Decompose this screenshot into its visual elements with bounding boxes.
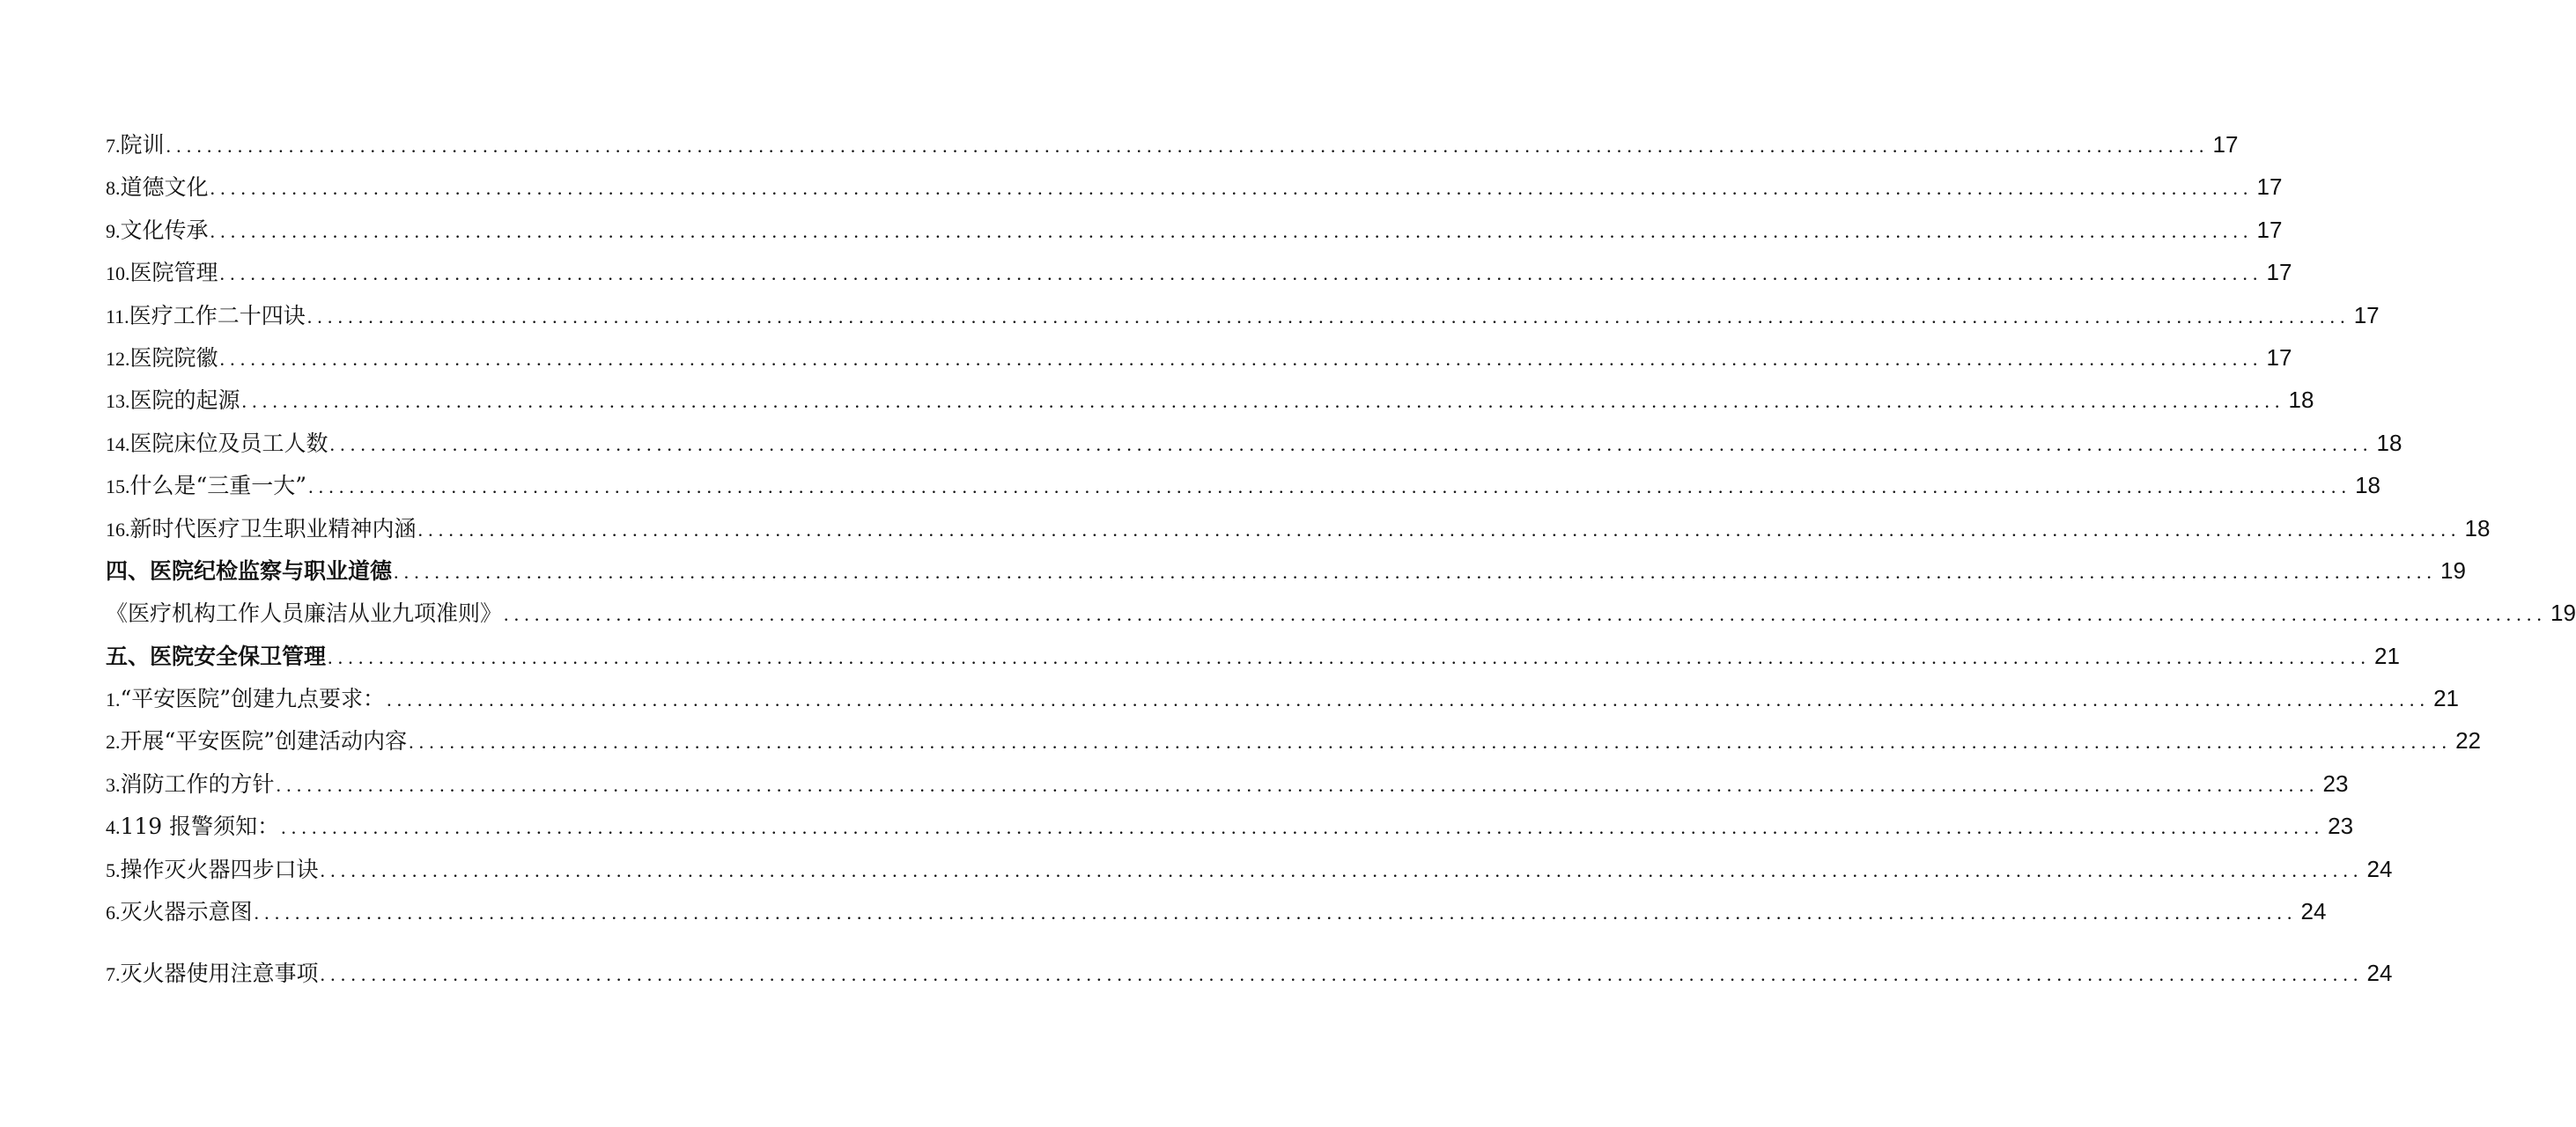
toc-page-number: 18 — [2376, 429, 2403, 456]
toc-entry-title: 119 报警须知： — [120, 814, 280, 840]
toc-entry-number: 16. — [106, 518, 130, 541]
toc-entry-label — [106, 953, 319, 996]
toc-entry[interactable] — [106, 464, 2380, 506]
dot-leader: ........................................................................................................................................................................................................ — [210, 219, 2254, 242]
toc-entry-label — [106, 678, 385, 721]
toc-entry[interactable] — [106, 507, 2491, 549]
toc-entry-label — [106, 252, 218, 295]
toc-entry-number: 5. — [106, 858, 121, 881]
toc-entry[interactable] — [106, 592, 2576, 634]
toc-entry-title: 文化传承 — [120, 217, 209, 243]
toc-entry[interactable] — [106, 422, 2403, 464]
toc-page-number: 18 — [2355, 472, 2380, 499]
dot-leader: ........................................................................................................................................................................................................ — [306, 305, 2351, 328]
toc-entry[interactable] — [106, 890, 2327, 932]
toc-entry-number: 9. — [106, 219, 121, 242]
toc-entry-label — [106, 166, 209, 210]
toc-entry-label — [106, 210, 209, 253]
toc-entry-title: 灭火器示意图 — [120, 899, 253, 925]
toc-entry-number: 12. — [106, 347, 130, 370]
dot-leader: ........................................................................................................................................................................................................ — [281, 816, 2325, 839]
toc-entry-number: 8. — [106, 177, 121, 200]
toc-entry[interactable] — [106, 166, 2283, 208]
toc-page-number: 23 — [2328, 813, 2354, 840]
toc-entry-number: 13. — [106, 390, 130, 413]
toc-entry-title: “平安医院”创建九点要求： — [120, 686, 386, 712]
dot-leader: ........................................................................................................................................................................................................ — [308, 475, 2352, 498]
toc-page-number: 22 — [2455, 727, 2481, 755]
toc-page-number: 17 — [2256, 173, 2283, 201]
toc-entry-number: 1. — [106, 689, 121, 711]
dot-leader: ........................................................................................................................................................................................................ — [219, 347, 2263, 370]
toc-entry-title: 院训 — [120, 132, 165, 158]
toc-entry-label — [106, 593, 502, 636]
dot-leader: ........................................................................................................................................................................................................ — [219, 262, 2263, 285]
toc-entry-label — [106, 806, 279, 849]
toc-page-number: 19 — [2440, 556, 2466, 584]
toc-entry[interactable] — [106, 379, 2314, 421]
toc-entry-title: 灭火器使用注意事项 — [120, 961, 319, 987]
toc-entry-label — [106, 849, 319, 892]
toc-entry-title: 开展“平安医院”创建活动内容 — [120, 728, 408, 755]
toc-page-number: 17 — [2266, 343, 2292, 371]
toc-entry[interactable] — [106, 677, 2459, 719]
toc-entry-number: 7. — [106, 963, 121, 986]
toc-entry[interactable] — [106, 336, 2292, 379]
dot-leader: ........................................................................................................................................................................................................ — [320, 963, 2364, 986]
toc-section-heading[interactable] — [106, 549, 2466, 592]
toc-page-number: 17 — [2266, 259, 2292, 286]
toc-entry-title: 道德文化 — [120, 174, 209, 201]
toc-entry-title: 《医疗机构工作人员廉洁从业九项准则》 — [106, 600, 503, 627]
toc-page-number: 24 — [2366, 855, 2393, 882]
dot-leader: ........................................................................................................................................................................................................ — [241, 390, 2285, 413]
toc-section-heading[interactable] — [106, 635, 2400, 677]
toc-page-number: 18 — [2464, 514, 2491, 541]
toc-entry-label — [106, 295, 306, 338]
toc-entry-title: 医院院徽 — [129, 344, 218, 371]
toc-entry-label — [106, 550, 392, 593]
toc-entry-title: 操作灭火器四步口诀 — [120, 856, 319, 882]
toc-entry-title: 四、医院纪检监察与职业道德 — [106, 557, 393, 584]
toc-entry-number: 14. — [106, 432, 130, 455]
toc-entry[interactable] — [106, 719, 2481, 762]
toc-entry-label — [106, 124, 165, 167]
toc-entry-number: 6. — [106, 902, 121, 924]
toc-entry-title: 医疗工作二十四诀 — [129, 302, 306, 328]
toc-entry-number: 15. — [106, 475, 130, 498]
toc-entry-title: 医院床位及员工人数 — [129, 430, 328, 456]
toc-entry-number: 2. — [106, 731, 121, 754]
toc-entry-title: 新时代医疗卫生职业精神内涵 — [129, 515, 417, 541]
toc-entry[interactable] — [106, 848, 2393, 890]
toc-entry[interactable] — [106, 805, 2354, 847]
dot-leader: ........................................................................................................................................................................................................ — [276, 773, 2320, 796]
dot-leader: ........................................................................................................................................................................................................ — [329, 432, 2373, 455]
table-of-contents — [106, 123, 2576, 995]
toc-entry-label — [106, 508, 417, 551]
toc-page-number: 21 — [2433, 685, 2459, 712]
toc-page-number: 17 — [2353, 301, 2380, 328]
dot-leader: ........................................................................................................................................................................................................ — [254, 902, 2298, 924]
toc-entry-label — [106, 763, 275, 807]
dot-leader: ........................................................................................................................................................................................................ — [320, 858, 2364, 881]
toc-entry-title: 医院的起源 — [129, 387, 240, 414]
toc-entry[interactable] — [106, 762, 2349, 805]
dot-leader: ........................................................................................................................................................................................................ — [394, 560, 2438, 583]
toc-entry-number: 11. — [106, 305, 129, 328]
toc-entry[interactable] — [106, 123, 2239, 166]
toc-page-number: 24 — [2366, 960, 2393, 987]
dot-leader: ........................................................................................................................................................................................................ — [409, 731, 2453, 754]
toc-entry[interactable] — [106, 209, 2283, 251]
toc-entry[interactable] — [106, 952, 2393, 994]
toc-page-number: 19 — [2550, 600, 2576, 627]
toc-entry-label — [106, 891, 253, 934]
toc-entry-label — [106, 720, 407, 763]
toc-page-number: 24 — [2300, 898, 2327, 925]
dot-leader: ........................................................................................................................................................................................................ — [417, 518, 2462, 541]
toc-page-number: 17 — [2212, 131, 2239, 158]
toc-page-number: 23 — [2322, 770, 2349, 797]
toc-entry-number: 7. — [106, 135, 121, 157]
toc-entry-label — [106, 423, 328, 466]
toc-entry-label — [106, 465, 306, 508]
toc-page-number: 21 — [2374, 642, 2400, 669]
toc-entry-title: 消防工作的方针 — [120, 770, 275, 797]
dot-leader: ........................................................................................................................................................................................................ — [210, 177, 2254, 200]
toc-entry-title: 什么是“三重一大” — [129, 473, 307, 499]
toc-entry-number: 10. — [106, 262, 130, 285]
toc-entry-number: 4. — [106, 816, 121, 839]
toc-entry-label — [106, 337, 218, 380]
toc-entry[interactable] — [106, 251, 2292, 293]
toc-page-number: 17 — [2256, 216, 2283, 243]
toc-entry-number: 3. — [106, 773, 121, 796]
dot-leader: ........................................................................................................................................................................................................ — [328, 645, 2372, 668]
toc-page-number: 18 — [2288, 387, 2314, 414]
toc-entry-label — [106, 379, 240, 423]
dot-leader: ........................................................................................................................................................................................................ — [166, 135, 2210, 157]
toc-entry-title: 五、医院安全保卫管理 — [106, 643, 327, 669]
toc-entry-title: 医院管理 — [129, 260, 218, 286]
dot-leader: ........................................................................................................................................................................................................ — [504, 603, 2548, 626]
toc-entry-label — [106, 636, 326, 679]
toc-entry[interactable] — [106, 294, 2380, 336]
dot-leader: ........................................................................................................................................................................................................ — [387, 689, 2431, 711]
